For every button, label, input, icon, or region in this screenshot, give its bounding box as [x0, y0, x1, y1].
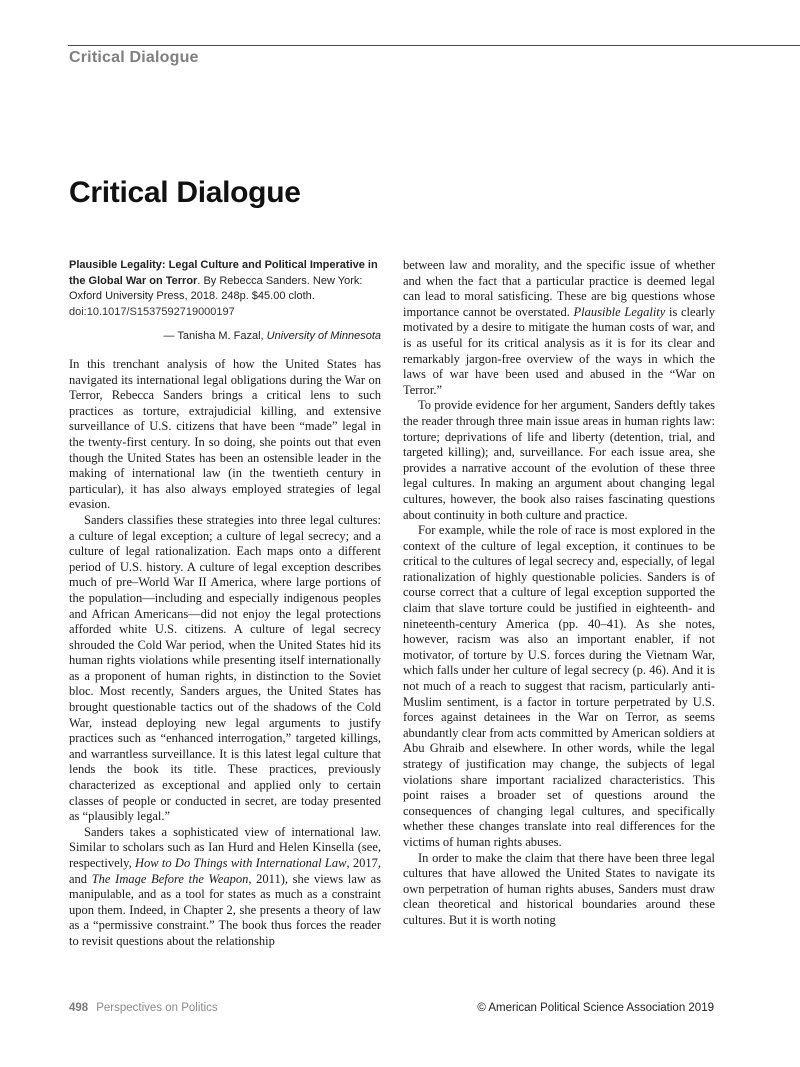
reviewer-name: — Tanisha M. Fazal, [163, 330, 267, 342]
book-citation: . By Rebecca Sanders. New York: Oxford University Press, 2018. 248p. $45.00 cloth. [69, 274, 363, 302]
italic-title: The Image Before the Weapon [91, 871, 249, 886]
body-left [69, 357, 381, 950]
doi: doi:10.1017/S1537592719000197 [69, 305, 235, 318]
paragraph: For example, while the role of race is most explored in the context of the culture of legal exception, it continues to be critical to the cultures of legal secrecy and, especially, of legal rationalization of highly questionable policies. Sanders is of course correct that a culture of legal exception supported the claim that slave torture could be justified in eighteenth- and nineteenth-century America (pp. 40–41). As she notes, however, racism was also an important enabler, if not motivator, of torture by U.S. forces during the Vietnam War, which falls under her culture of legal secrecy (p. 46). And it is not much of a reach to suggest that racism, particularly anti-Muslim sentiment, is a factor in torture perpetrated by U.S. forces against detainees in the War on Terror, as seems abundantly clear from acts committed by American soldiers at Abu Ghraib and elsewhere. In other words, while the legal strategy of justification may change, the subjects of legal violations share important racialized characteristics. This point raises a broader set of questions around the consequences of changing legal cultures, and specifically whether these changes translate into real differences for the victims of human rights abuses. [403, 523, 715, 849]
text-run: , 2011), she views law as manipulable, and as a tool for states as much as a constraint upon them. Indeed, in Chapter 2, she presents a theory of law as a “permissive constraint.” The book thus forces the reader to revisit questions about the relationship [69, 871, 381, 948]
book-title: Plausible Legality: Legal Culture and Political Imperative in the Global War on Terror [69, 259, 378, 287]
paragraph: To provide evidence for her argument, Sanders deftly takes the reader through three main issue areas in human rights law: torture; deprivations of life and liberty (detention, trial, and targeted killing); and, surveillance. For each issue area, she provides a narrative account of the evolution of these three legal cultures. In making an argument about changing legal cultures, however, the book also raises fascinating questions about continuity in both culture and practice. [403, 398, 715, 522]
journal-name: Perspectives on Politics [96, 1002, 218, 1014]
paragraph [69, 825, 381, 950]
text-run: , 2017, and [69, 856, 381, 886]
copyright-notice: © American Political Science Association 2019 [477, 1002, 714, 1014]
page-title: Critical Dialogue [69, 176, 301, 209]
left-column [69, 258, 381, 950]
review-header [69, 258, 381, 320]
text-run: is clearly motivated by a desire to mitigate the human costs of war, and is as useful for its critical analysis as it is for its clear and remarkably jargon-free overview of the ways in which the laws of war have been used and abused in the “War on Terror.” [403, 304, 716, 397]
running-head: Critical Dialogue [69, 49, 199, 66]
italic-title: How to Do Things with International Law [135, 856, 347, 870]
paragraph: In this trenchant analysis of how the United States has navigated its international legal obligations during the War on Terror, Rebecca Sanders brings a critical lens to such practices as torture, extrajudicial killing, and extensive surveillance of U.S. citizens that have been “made” legal in the twenty-first century. In so doing, she points out that even though the United States has been an ostensible leader in the making of international law (in the twentieth century in particular), it has also always employed strategies of legal evasion. [69, 357, 381, 512]
paragraph: Sanders classifies these strategies into three legal cultures: a culture of legal exception; a culture of legal secrecy; and a culture of legal rationalization. Each maps onto a different period of U.S. history. A culture of legal exception describes much of pre–World War II America, where large portions of the population—including and especially indigenous peoples and African Americans—did not enjoy the legal protections afforded white U.S. citizens. A culture of legal secrecy shrouded the Cold War period, when the United States hid its human rights violations while presenting itself internationally as a proponent of human rights, in distinction to the Soviet bloc. Most recently, Sanders argues, the United States has brought questionable tactics out of the shadows of the Cold War, instead deploying new legal arguments to justify practices such as “enhanced interrogation,” targeted killings, and warrantless surveillance. It is this latest legal culture that lends the book its title. These practices, previously characterized as exceptional and applied only to certain classes of people or conducted in secret, are today presented as “plausibly legal.” [69, 512, 381, 824]
reviewer-affiliation: University of Minnesota [266, 330, 381, 342]
paragraph: In order to make the claim that there have been three legal cultures that have allowed the United States to navigate its own perpetration of human rights abuses, Sanders must draw clean theoretical and historical boundaries around these cultures. But it is worth noting [403, 850, 715, 927]
italic-title: Plausible Legality [573, 304, 666, 319]
right-column [403, 258, 715, 929]
body-right [403, 258, 715, 929]
reviewer-line [69, 330, 381, 342]
page-number: 498 [69, 1002, 89, 1014]
text-run: Sanders takes a sophisticated view of international law. Similar to scholars such as Ian Hurd and Helen Kinsella (see, respectively, [69, 824, 381, 870]
footer-left [69, 1002, 218, 1014]
top-rule [68, 45, 800, 46]
text-run: between law and morality, and the specific issue of whether and when the fact that a particular practice is deemed legal can lead to moral satisficing. These are big questions whose importance cannot be overstated. [403, 258, 715, 319]
paragraph-continued [403, 258, 715, 398]
